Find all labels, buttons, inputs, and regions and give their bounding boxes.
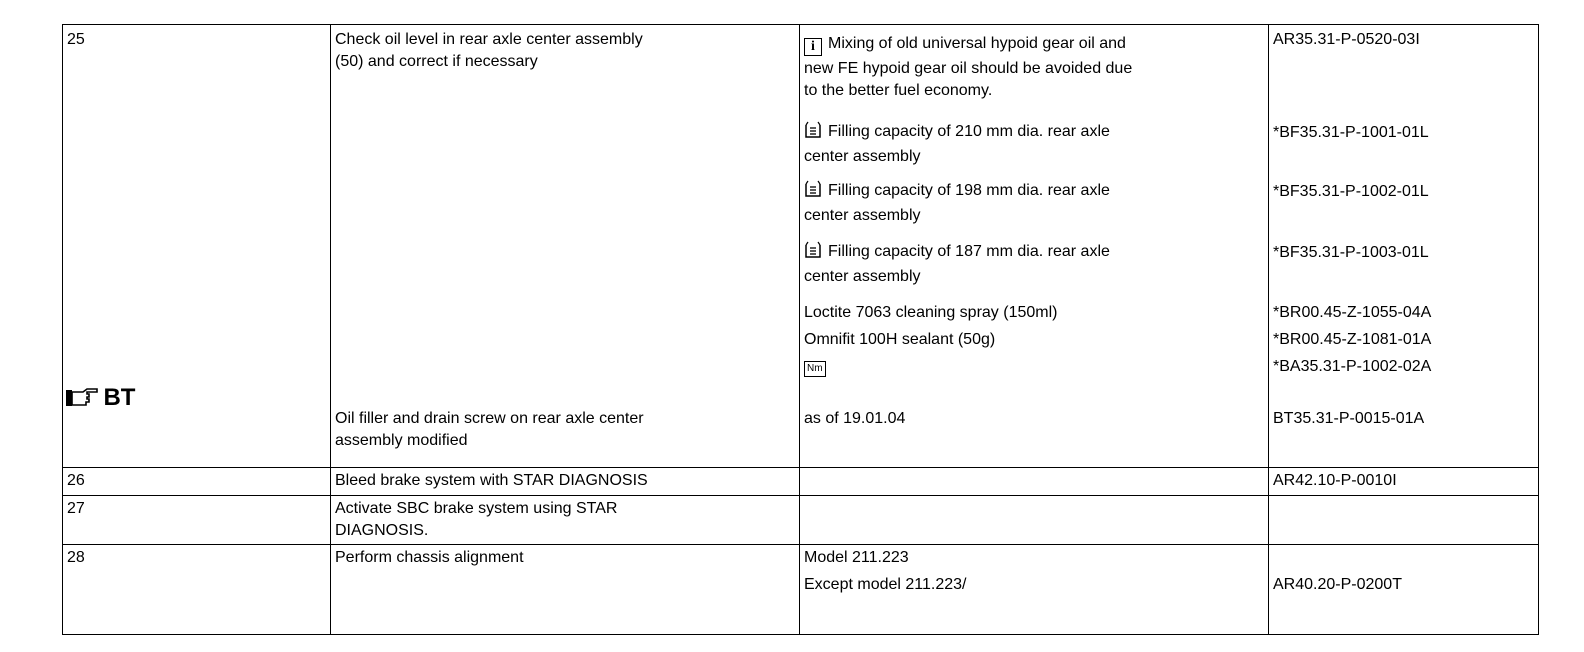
note-filling-capacity: Filling capacity of 187 mm dia. rear axle bbox=[804, 241, 1110, 263]
note-torque bbox=[804, 356, 826, 378]
reference-code: *BR00.45-Z-1081-01A bbox=[1273, 331, 1432, 348]
step-number: 27 bbox=[67, 500, 85, 517]
step-action-line: Check oil level in rear axle center assembly bbox=[335, 31, 643, 48]
torque-nm-icon: Nm bbox=[804, 361, 826, 377]
note-line: Model 211.223 bbox=[804, 549, 909, 566]
column-divider bbox=[1268, 25, 1269, 634]
step-action-line: Perform chassis alignment bbox=[335, 549, 524, 566]
bt-marker bbox=[65, 383, 135, 416]
reference-code: *BF35.31-P-1001-01L bbox=[1273, 124, 1429, 141]
reference-code: *BF35.31-P-1003-01L bbox=[1273, 244, 1429, 261]
column-divider bbox=[330, 25, 331, 634]
reference-code: AR35.31-P-0520-03I bbox=[1273, 31, 1420, 48]
filling-capacity-icon bbox=[804, 180, 822, 198]
reference-code: AR40.20-P-0200T bbox=[1273, 576, 1402, 593]
step-action-line: Activate SBC brake system using STAR bbox=[335, 500, 618, 517]
row-divider bbox=[63, 544, 1538, 545]
bt-action-line: Oil filler and drain screw on rear axle center bbox=[335, 410, 644, 427]
reference-code: *BF35.31-P-1002-01L bbox=[1273, 183, 1429, 200]
step-number: 25 bbox=[67, 31, 85, 48]
filling-capacity-icon bbox=[804, 121, 822, 139]
bt-label: BT bbox=[103, 384, 136, 411]
note-filling-capacity: Filling capacity of 210 mm dia. rear axle bbox=[804, 121, 1110, 143]
note-line: Omnifit 100H sealant (50g) bbox=[804, 331, 996, 348]
step-action-line: DIAGNOSIS. bbox=[335, 522, 429, 539]
note-line: center assembly bbox=[804, 207, 921, 224]
note-line: Except model 211.223/ bbox=[804, 576, 967, 593]
note-line: center assembly bbox=[804, 268, 921, 285]
info-icon: i bbox=[804, 38, 822, 56]
step-action-line: (50) and correct if necessary bbox=[335, 53, 538, 70]
work-steps-table bbox=[62, 24, 1539, 635]
column-divider bbox=[799, 25, 800, 634]
step-number: 26 bbox=[67, 472, 85, 489]
reference-code: *BA35.31-P-1002-02A bbox=[1273, 358, 1432, 375]
row-divider bbox=[63, 495, 1538, 496]
step-action-line: Bleed brake system with STAR DIAGNOSIS bbox=[335, 472, 648, 489]
note-info: i Mixing of old universal hypoid gear oil and bbox=[804, 33, 1126, 56]
note-filling-capacity: Filling capacity of 198 mm dia. rear axle bbox=[804, 180, 1110, 202]
filling-capacity-icon bbox=[804, 241, 822, 259]
bt-action-line: assembly modified bbox=[335, 432, 468, 449]
step-number: 28 bbox=[67, 549, 85, 566]
note-line: Loctite 7063 cleaning spray (150ml) bbox=[804, 304, 1058, 321]
bt-note: as of 19.01.04 bbox=[804, 410, 906, 427]
pointing-hand-icon bbox=[65, 386, 99, 408]
note-line: to the better fuel economy. bbox=[804, 82, 993, 99]
reference-code: AR42.10-P-0010I bbox=[1273, 472, 1397, 489]
reference-code: BT35.31-P-0015-01A bbox=[1273, 410, 1425, 427]
note-line: new FE hypoid gear oil should be avoided due bbox=[804, 60, 1133, 77]
reference-code: *BR00.45-Z-1055-04A bbox=[1273, 304, 1432, 321]
note-line: center assembly bbox=[804, 148, 921, 165]
row-divider bbox=[63, 467, 1538, 468]
